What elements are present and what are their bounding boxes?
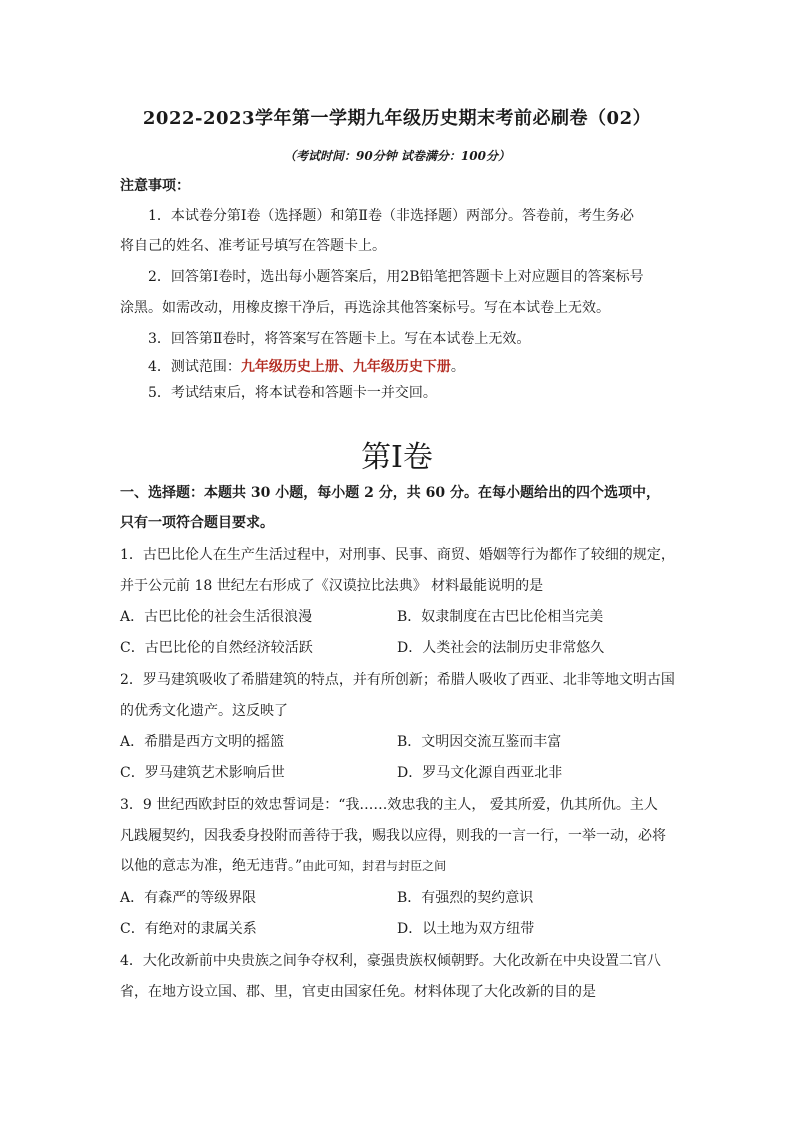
section-instruction-line-2: 只有一项符合题目要求。 <box>120 515 274 531</box>
question-3-option-c: C．有绝对的隶属关系 <box>120 921 257 937</box>
section-title: 第Ⅰ卷 <box>361 440 433 475</box>
question-3-stem-line-1: 3．9 世纪西欧封臣的效忠誓词是：“我……效忠我的主人， 爱其所爱，仇其所仇。主人 <box>120 797 658 813</box>
question-3-stem-line-2: 凡践履契约，因我委身投附而善待于我，赐我以应得，则我的一言一行，一举一动，必将 <box>120 828 666 844</box>
question-1-stem-line-1: 1．古巴比伦人在生产生活过程中，对刑事、民事、商贸、婚姻等行为都作了较细的规定， <box>120 547 675 563</box>
note-item-4 <box>148 357 465 377</box>
question-2-stem-line-2: 的优秀文化遗产。这反映了 <box>120 703 288 719</box>
question-2-option-d: D．罗马文化源自西亚北非 <box>397 765 563 781</box>
question-1-option-d: D．人类社会的法制历史非常悠久 <box>397 640 605 656</box>
note-item-2-line-1: 2．回答第Ⅰ卷时，选出每小题答案后，用2B铅笔把答题卡上对应题目的答案标号 <box>148 269 644 285</box>
question-2-option-a: A．希腊是西方文明的摇篮 <box>120 734 285 750</box>
question-1-option-b: B．奴隶制度在古巴比伦相当完美 <box>397 609 604 625</box>
notes-heading: 注意事项： <box>120 178 190 194</box>
exam-title: 2022-2023学年第一学期九年级历史期末考前必刷卷（02） <box>142 108 652 129</box>
question-1-option-c: C．古巴比伦的自然经济较活跃 <box>120 640 313 656</box>
section-instruction-line-1: 一、选择题：本题共 30 小题，每小题 2 分，共 60 分。在每小题给出的四个选项中， <box>120 485 660 501</box>
question-4-stem-line-2: 省，在地方设立国、郡、里，官吏由国家任免。材料体现了大化改新的目的是 <box>120 984 596 1000</box>
question-3-option-a: A．有森严的等级界限 <box>120 890 257 906</box>
question-3-stem-line-3 <box>120 856 446 876</box>
question-1-option-a: A．古巴比伦的社会生活很浪漫 <box>120 609 313 625</box>
note-item-3: 3．回答第Ⅱ卷时，将答案写在答题卡上。写在本试卷上无效。 <box>148 331 531 347</box>
exam-subtitle: （考试时间：90分钟 试卷满分：100分） <box>284 149 510 163</box>
question-1-stem-line-2: 并于公元前 18 世纪左右形成了《汉谟拉比法典》 材料最能说明的是 <box>120 578 544 594</box>
test-scope: 九年级历史上册、九年级历史下册 <box>240 359 451 375</box>
note-item-4-prefix: 4．测试范围： <box>148 359 241 375</box>
question-3-option-b: B．有强烈的契约意识 <box>397 890 534 906</box>
question-4-stem-line-1: 4．大化改新前中央贵族之间争夺权利，豪强贵族权倾朝野。大化改新在中央设置二官八 <box>120 953 661 969</box>
note-item-2-line-2: 涂黑。如需改动，用橡皮擦干净后，再选涂其他答案标号。写在本试卷上无效。 <box>120 300 610 316</box>
note-item-4-suffix: 。 <box>450 359 465 375</box>
note-item-1-line-1: 1．本试卷分第Ⅰ卷（选择题）和第Ⅱ卷（非选择题）两部分。答卷前，考生务必 <box>148 208 634 224</box>
question-2-option-c: C．罗马建筑艺术影响后世 <box>120 765 285 781</box>
question-3-prompt: 由此可知，封君与封臣之间 <box>302 859 447 873</box>
question-3-option-d: D．以土地为双方纽带 <box>397 921 535 937</box>
question-3-quote-end: 以他的意志为准，绝无违背。” <box>120 858 303 874</box>
question-2-stem-line-1: 2．罗马建筑吸收了希腊建筑的特点，并有所创新；希腊人吸收了西亚、北非等地文明古国 <box>120 672 675 688</box>
question-2-option-b: B．文明因交流互鉴而丰富 <box>397 734 562 750</box>
note-item-5: 5．考试结束后，将本试卷和答题卡一并交回。 <box>148 385 437 401</box>
note-item-1-line-2: 将自己的姓名、准考证号填写在答题卡上。 <box>120 238 386 254</box>
